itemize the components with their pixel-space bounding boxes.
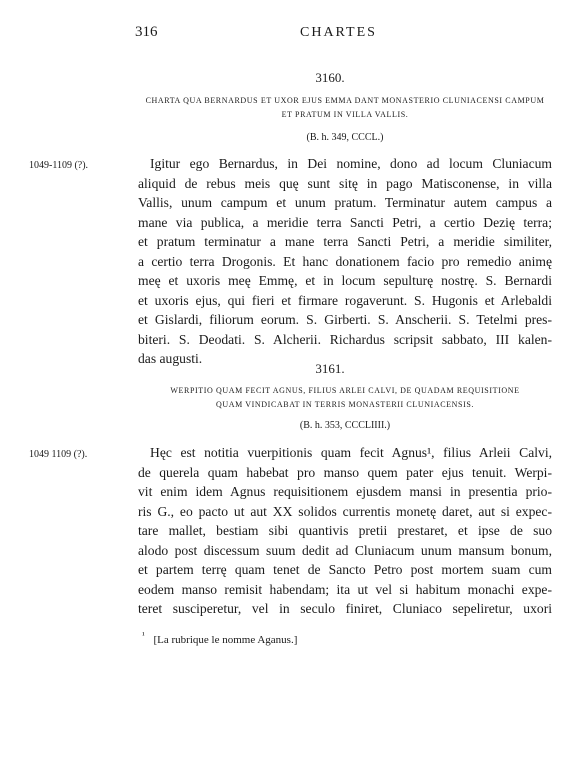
text-line: de querela quam habebat pro manso quem pater ejus tenuit. Werpi- xyxy=(138,464,552,480)
text-line: eodem manso remisit habendam; ita ut vel si habitum monachi expe- xyxy=(138,581,552,597)
charter-number: 3161. xyxy=(315,361,345,376)
charter-title xyxy=(140,94,550,122)
text-line: tare mallet, bestiam sibi quantivis pretii prestaret, et ipse de suo xyxy=(138,523,552,538)
charter-text xyxy=(138,443,552,619)
text-line: Vallis, unum campum et unum pratum. Terminatur autem campus a xyxy=(138,195,552,210)
text-line: alodo post discessum suum dedit ad Cluniacum unum mansum bonum, xyxy=(138,542,552,558)
charter-number: 3160. xyxy=(315,70,345,85)
text-line: teret susciperetur, vel in seculo finiret, Cluniaco sepeliretur, uxori xyxy=(138,601,552,616)
charter-title-line: QUAM VINDICABAT IN TERRIS MONASTERII CLUNIACENSIS. xyxy=(215,400,474,409)
text-line: ris G., eo pacto ut aut XX solidos currentis monetę daret, aut si expec- xyxy=(138,503,552,519)
charter-title-line: ET PRATUM IN VILLA VALLIS. xyxy=(281,110,409,119)
charter-text xyxy=(138,154,552,369)
text-line: a certio terra Drogonis. Et hanc donationem facio pro remedio animę xyxy=(138,253,552,269)
text-line: vit enim idem Agnus requisitionem ejusdem mansi in presentia prio- xyxy=(138,484,552,499)
margin-date: 1049 1109 (?). xyxy=(29,449,88,460)
text-line: aliquid de rebus meis quę sunt sitę in pago Matisconense, in villa xyxy=(138,175,552,191)
footnote-text: [La rubrique le nomme Aganus.] xyxy=(153,633,298,646)
charter-title-line: CHARTA QUA BERNARDUS ET UXOR EJUS EMMA DANT MONASTERIO CLUNIACENSI CAMPUM xyxy=(145,96,545,105)
text-line: et partem terrę quam tenet de Sancto Petro post mortem suam cum xyxy=(138,562,552,577)
text-line: das augusti. xyxy=(138,351,203,366)
text-line: meę et uxoris meę Emmę, et in locum sepulturę nostrę. S. Bernardi xyxy=(138,273,552,288)
charter-source: (B. h. 353, CCCLIIII.) xyxy=(299,420,391,431)
charter-source: (B. h. 349, CCCL.) xyxy=(306,132,384,143)
footnote-marker: ¹ xyxy=(142,630,145,640)
text-line: Hęc est notitia vuerpitionis quam fecit Agnus¹, filius Arleii Calvi, xyxy=(150,445,552,460)
page-number: 316 xyxy=(135,24,158,40)
footnote xyxy=(142,630,297,646)
text-line: mane via publica, a meridie terra Sancti Petri, a certio Dezię terra; xyxy=(138,214,552,230)
text-line: et uxoris ejus, qui fieri et firmare rogaverunt. S. Hugonis et Arlebaldi xyxy=(138,292,552,308)
running-title: CHARTES xyxy=(300,25,377,40)
charter-title-line: WERPITIO QUAM FECIT AGNUS, FILIUS ARLEI CALVI, DE QUADAM REQUISITIONE xyxy=(170,386,520,395)
text-line: Igitur ego Bernardus, in Dei nomine, dono ad locum Cluniacum xyxy=(150,156,552,171)
text-line: biteri. S. Deodati. S. Alcherii. Richardus scripsit sabbato, III kalen- xyxy=(138,331,552,347)
text-line: et Gislardi, filiorum eorum. S. Girberti. S. Anscherii. S. Tetelmi pres- xyxy=(138,312,552,327)
text-line: et pratum terminatur a mane terra Sancti Petri, a meridie similiter, xyxy=(138,234,552,249)
charter-title xyxy=(140,384,550,412)
margin-date: 1049-1109 (?). xyxy=(29,160,89,171)
